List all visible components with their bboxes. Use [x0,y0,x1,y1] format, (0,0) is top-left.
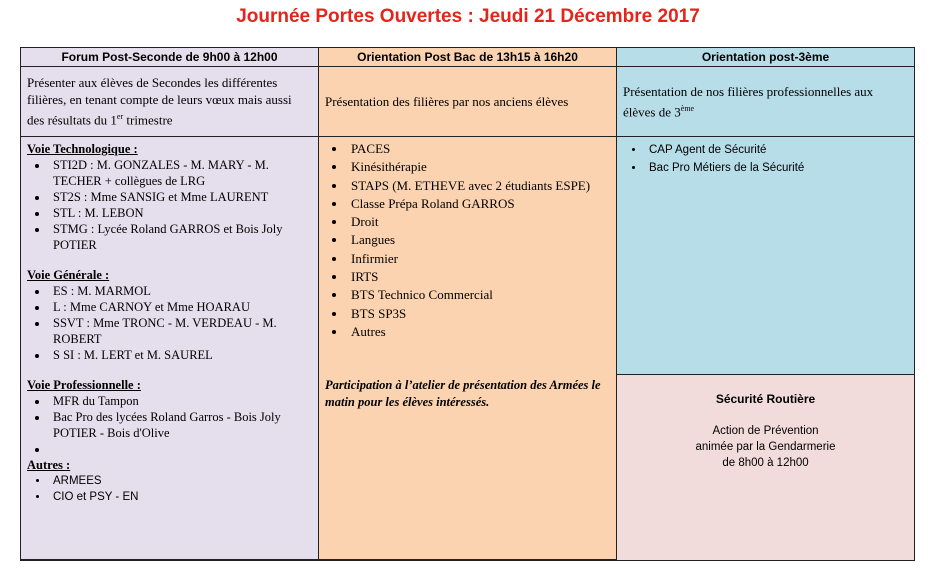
empty-list-item [49,441,312,457]
list-item: • STMG : Lycée Roland GARROS et Bois Joly POTIER [49,221,312,253]
list-item: • Classe Prépa Roland GARROS [347,195,610,213]
list-item: • MFR du Tampon [49,393,312,409]
page-title: Journée Portes Ouvertes : Jeudi 21 Décembre 2017 [236,6,700,27]
intro-postbac [319,67,617,137]
list-item: • S SI : M. LERT et M. SAUREL [49,347,312,363]
intro-forum-sup: er [116,112,124,122]
section-gen-title: Voie Générale : [27,268,110,282]
intro-forum-text: Présenter aux élèves de Secondes les différentes filières, en tenant compte de leurs vœux mais aussi des résultats du 1 [27,75,292,128]
list-item: • Bac Pro Métiers de la Sécurité [645,159,908,177]
securite-routiere [617,375,914,560]
header-post3: Orientation post-3ème [617,48,914,67]
intro-post3-sup: ème [680,103,695,113]
list-item: • STL : M. LEBON [49,205,312,221]
intro-post3 [617,67,914,137]
section-autres-title: Autres : [27,458,71,472]
intro-forum-end: trimestre [123,112,173,128]
header-forum: Forum Post-Seconde de 9h00 à 12h00 [21,48,319,67]
list-item: • Kinésithérapie [347,158,610,176]
list-item: • Infirmier [347,250,610,268]
participation-note: Participation à l’atelier de présentation des Armées le matin pour les élèves intéressés. [325,378,601,410]
section-tech-title: Voie Technologique : [27,142,138,156]
header-postbac: Orientation Post Bac de 13h15 à 16h20 [319,48,617,67]
list-item: • Autres [347,323,610,341]
securite-line2: animée par la Gendarmerie [695,441,836,453]
tech-list [27,157,312,253]
list-item: • PACES [347,140,610,158]
autres-list [27,473,312,505]
list-item: • SSVT : Mme TRONC - M. VERDEAU - M. ROBERT [49,315,312,347]
list-item: • Bac Pro des lycées Roland Garros - Bois Joly POTIER - Bois d'Olive [49,409,312,441]
list-item: • ST2S : Mme SANSIG et Mme LAURENT [49,189,312,205]
post3-details [617,137,914,375]
list-item: • STI2D : M. GONZALES - M. MARY - M. TECHER + collègues de LRG [49,157,312,189]
list-item: • L : Mme CARNOY et Mme HOARAU [49,299,312,315]
securite-line3: de 8h00 à 12h00 [722,457,809,469]
list-item: • STAPS (M. ETHEVE avec 2 étudiants ESPE) [347,177,610,195]
list-item: • BTS SP3S [347,305,610,323]
list-item: • IRTS [347,268,610,286]
list-item: • CAP Agent de Sécurité [645,141,908,159]
list-item: • Langues [347,231,610,249]
intro-postbac-text: Présentation des filières par nos anciens élèves [325,94,569,109]
intro-forum [21,67,319,137]
postbac-details [319,137,617,560]
securite-line1: Action de Prévention [712,425,819,437]
pro-list [27,393,312,457]
list-item: • ARMEES [49,473,312,489]
forum-details [21,137,319,560]
list-item: • Droit [347,213,610,231]
schedule-table [20,47,915,561]
postbac-list [325,140,610,341]
list-item: • ES : M. MARMOL [49,283,312,299]
intro-post3-text: Présentation de nos filières professionnelles aux élèves de 3 [623,83,874,120]
post3-list [623,141,908,177]
securite-title: Sécurité Routière [715,392,816,406]
section-pro-title: Voie Professionnelle : [27,378,141,392]
gen-list [27,283,312,363]
list-item: • BTS Technico Commercial [347,286,610,304]
list-item: • CIO et PSY - EN [49,489,312,505]
